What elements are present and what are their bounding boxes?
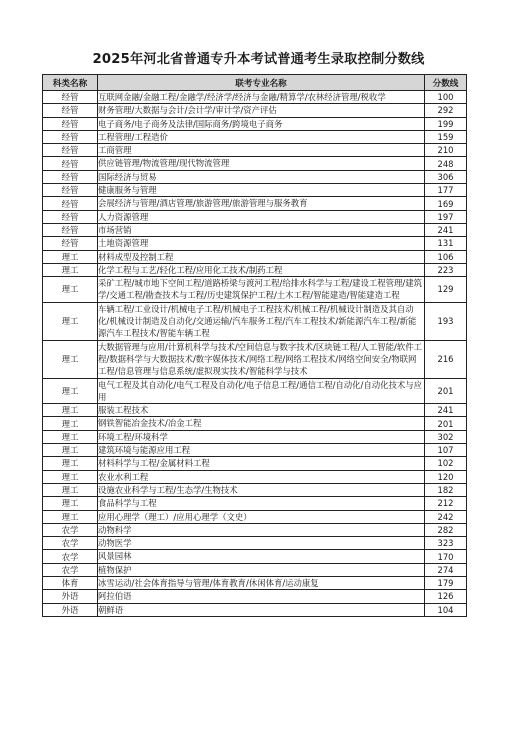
score-cell: 210 [425,144,467,157]
table-row [43,378,467,404]
score-cell: 182 [425,483,467,496]
score-cell: 223 [425,263,467,276]
majors-cell: 材料科学与工程/金属材料工程 [98,457,425,470]
table-body [43,91,467,617]
majors-cell: 工商管理 [98,144,425,157]
majors-cell: 材料成型及控制工程 [98,250,425,263]
score-cell: 131 [425,237,467,250]
category-cell: 外语 [43,603,98,616]
score-cell: 242 [425,510,467,523]
score-cell: 241 [425,223,467,236]
category-cell: 经管 [43,170,98,183]
category-cell: 经管 [43,197,98,210]
majors-cell: 钢铁智能冶金技术/冶金工程 [98,417,425,430]
category-cell: 理工 [43,510,98,523]
table-row [43,197,467,210]
category-cell: 经管 [43,91,98,104]
table-row [43,210,467,223]
category-cell: 理工 [43,250,98,263]
score-cell: 193 [425,302,467,340]
page-title: 2025年河北省普通专升本考试普通考生录取控制分数线 [92,52,425,67]
score-cell: 248 [425,157,467,170]
table-row [43,417,467,430]
table-row [43,157,467,170]
table-row [43,537,467,550]
majors-cell: 人力资源管理 [98,210,425,223]
score-cell: 274 [425,563,467,576]
category-cell: 理工 [43,444,98,457]
category-cell: 经管 [43,130,98,143]
majors-cell: 财务管理/大数据与会计/会计学/审计学/资产评估 [98,104,425,117]
majors-cell: 农业水利工程 [98,470,425,483]
category-cell: 体育 [43,576,98,589]
table-row [43,404,467,417]
table-header-row [43,75,467,91]
majors-cell: 食品科学与工程 [98,497,425,510]
category-cell: 经管 [43,144,98,157]
score-cell: 212 [425,497,467,510]
majors-cell: 环境工程/环境科学 [98,430,425,443]
category-cell: 经管 [43,104,98,117]
score-cell: 306 [425,170,467,183]
category-cell: 经管 [43,237,98,250]
majors-cell: 工程管理/工程造价 [98,130,425,143]
majors-cell: 建筑环境与能源应用工程 [98,444,425,457]
header-majors: 联考专业名称 [98,75,425,91]
category-cell: 理工 [43,430,98,443]
category-cell: 理工 [43,340,98,378]
category-cell: 经管 [43,210,98,223]
category-cell: 农学 [43,550,98,563]
table-row [43,237,467,250]
category-cell: 理工 [43,277,98,303]
table-row [43,523,467,536]
score-cell: 100 [425,91,467,104]
score-cell: 159 [425,130,467,143]
table-row [43,340,467,378]
score-cell: 302 [425,430,467,443]
table-row [43,144,467,157]
score-cell: 241 [425,404,467,417]
table-row [43,277,467,303]
category-cell: 农学 [43,537,98,550]
score-cell: 169 [425,197,467,210]
category-cell: 理工 [43,470,98,483]
table-row [43,430,467,443]
table-row [43,603,467,616]
category-cell: 理工 [43,302,98,340]
table-row [43,444,467,457]
category-cell: 理工 [43,263,98,276]
score-cell: 292 [425,104,467,117]
table-row [43,223,467,236]
category-cell: 经管 [43,223,98,236]
score-cell: 104 [425,603,467,616]
table-row [43,302,467,340]
score-cell: 106 [425,250,467,263]
majors-cell: 国际经济与贸易 [98,170,425,183]
score-cell: 199 [425,117,467,130]
majors-cell: 动物科学 [98,523,425,536]
category-cell: 经管 [43,117,98,130]
table-row [43,510,467,523]
majors-cell: 电子商务/电子商务及法律/国际商务/跨境电子商务 [98,117,425,130]
category-cell: 外语 [43,590,98,603]
table-row [43,91,467,104]
table-row [43,184,467,197]
score-cell: 216 [425,340,467,378]
score-cell: 197 [425,210,467,223]
score-cell: 120 [425,470,467,483]
majors-cell: 电气工程及其自动化/电气工程及自动化/电子信息工程/通信工程/自动化/自动化技术与应用 [98,378,425,404]
table-row [43,576,467,589]
category-cell: 农学 [43,523,98,536]
score-cell: 170 [425,550,467,563]
score-cell: 179 [425,576,467,589]
score-table [42,74,467,617]
score-cell: 102 [425,457,467,470]
category-cell: 理工 [43,404,98,417]
majors-cell: 市场营销 [98,223,425,236]
majors-cell: 采矿工程/城市地下空间工程/道路桥梁与渡河工程/给排水科学与工程/建设工程管理/建筑学/交通工程/勘查技术与工程/历史建筑保护工程/土木工程/智能建造/智能建造工程 [98,277,425,303]
majors-cell: 设施农业科学与工程/生态学/生物技术 [98,483,425,496]
table-row [43,117,467,130]
table-row [43,263,467,276]
table-row [43,550,467,563]
header-score: 分数线 [425,75,467,91]
category-cell: 理工 [43,457,98,470]
category-cell: 经管 [43,184,98,197]
table-row [43,250,467,263]
table-row [43,497,467,510]
score-cell: 126 [425,590,467,603]
score-cell: 129 [425,277,467,303]
majors-cell: 阿拉伯语 [98,590,425,603]
score-cell: 201 [425,378,467,404]
majors-cell: 互联网金融/金融工程/金融学/经济学/经济与金融/精算学/农林经济管理/税收学 [98,91,425,104]
category-cell: 理工 [43,497,98,510]
score-cell: 323 [425,537,467,550]
score-cell: 177 [425,184,467,197]
header-category: 科类名称 [43,75,98,91]
majors-cell: 冰雪运动/社会体育指导与管理/体育教育/休闲体育/运动康复 [98,576,425,589]
table-row [43,590,467,603]
table-row [43,457,467,470]
category-cell: 理工 [43,417,98,430]
table-row [43,470,467,483]
category-cell: 经管 [43,157,98,170]
majors-cell: 化学工程与工艺/轻化工程/应用化工技术/制药工程 [98,263,425,276]
table-row [43,104,467,117]
majors-cell: 车辆工程/工业设计/机械电子工程/机械电子工程技术/机械工程/机械设计制造及其自动化/机械设计制造及自动化/交通运输/汽车服务工程/汽车工程技术/新能源汽车工程/新能源汽车工程技术/智能车辆工程 [98,302,425,340]
majors-cell: 朝鲜语 [98,603,425,616]
majors-cell: 动物医学 [98,537,425,550]
table-row [43,563,467,576]
majors-cell: 服装工程技术 [98,404,425,417]
category-cell: 理工 [43,483,98,496]
category-cell: 农学 [43,563,98,576]
table-row [43,130,467,143]
majors-cell: 会展经济与管理/酒店管理/旅游管理/旅游管理与服务教育 [98,197,425,210]
score-cell: 201 [425,417,467,430]
majors-cell: 土地资源管理 [98,237,425,250]
category-cell: 理工 [43,378,98,404]
majors-cell: 供应链管理/物流管理/现代物流管理 [98,157,425,170]
majors-cell: 风景园林 [98,550,425,563]
table-row [43,170,467,183]
majors-cell: 应用心理学（理工）/应用心理学（文史） [98,510,425,523]
majors-cell: 健康服务与管理 [98,184,425,197]
score-cell: 107 [425,444,467,457]
majors-cell: 植物保护 [98,563,425,576]
table-row [43,483,467,496]
majors-cell: 大数据管理与应用/计算机科学与技术/空间信息与数字技术/区块链工程/人工智能/软件工程/数据科学与大数据技术/数字媒体技术/网络工程/网络工程技术/网络空间安全/物联网工程/信息管理与信息系统/虚拟现实技术/智能科学与技术 [98,340,425,378]
score-cell: 282 [425,523,467,536]
